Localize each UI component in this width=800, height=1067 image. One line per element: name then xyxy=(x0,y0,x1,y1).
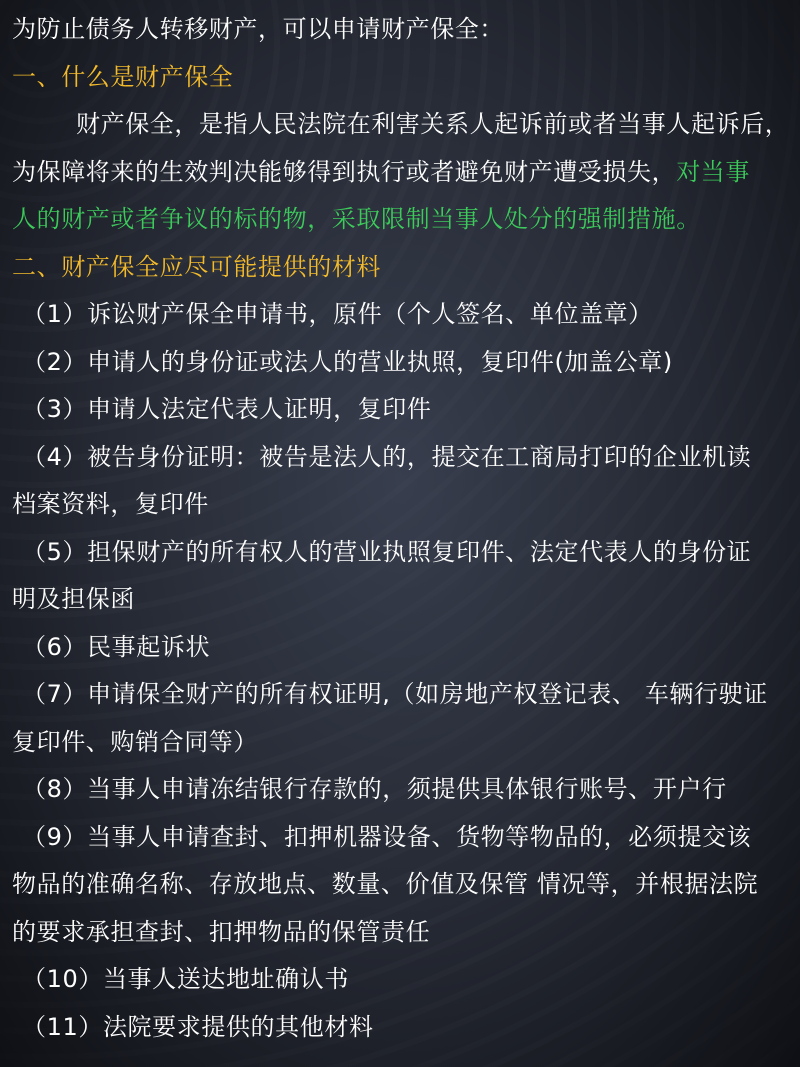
section-1-para-line-1: 财产保全，是指人民法院在利害关系人起诉前或者当事人起诉后， xyxy=(76,110,790,138)
list-item-1: （1）诉讼财产保全申请书，原件（个人签名、单位盖章） xyxy=(22,300,653,328)
list-item-5-continued: 明及担保函 xyxy=(12,585,135,613)
list-item-2: （2）申请人的身份证或法人的营业执照，复印件(加盖公章) xyxy=(22,347,673,376)
list-item-7: （7）申请保全财产的所有权证明,（如房地产权登记表、 车辆行驶证 xyxy=(22,680,768,708)
para-highlight-text: 对当事 xyxy=(676,157,751,186)
section-1-para-line-3: 人的财产或者争议的标的物，采取限制当事人处分的强制措施。 xyxy=(12,205,701,233)
section-1-heading: 一、什么是财产保全 xyxy=(12,62,234,91)
list-item-7-continued: 复印件、购销合同等） xyxy=(12,727,258,756)
list-item-8: （8）当事人申请冻结银行存款的，须提供具体银行账号、开户行 xyxy=(22,775,727,803)
intro-text: 为防止债务人转移财产，可以申请财产保全： xyxy=(12,15,504,43)
list-item-9-continued-1: 物品的准确名称、存放地点、数量、价值及保管 情况等，并根据法院 xyxy=(12,870,759,898)
para-plain-text: 为保障将来的生效判决能够得到执行或者避免财产遭受损失， xyxy=(12,157,677,186)
list-item-9: （9）当事人申请查封、扣押机器设备、货物等物品的，必须提交该 xyxy=(22,822,752,851)
document-body xyxy=(12,6,792,1051)
list-item-3: （3）申请人法定代表人证明，复印件 xyxy=(22,395,432,423)
list-item-5: （5）担保财产的所有权人的营业执照复印件、法定代表人的身份证 xyxy=(22,537,752,566)
list-item-4-continued: 档案资料，复印件 xyxy=(12,490,209,518)
list-item-4: （4）被告身份证明：被告是法人的，提交在工商局打印的企业机读 xyxy=(22,442,752,471)
list-item-10: （10）当事人送达地址确认书 xyxy=(22,965,349,993)
list-item-6: （6）民事起诉状 xyxy=(22,632,211,661)
list-item-11: （11）法院要求提供的其他材料 xyxy=(22,1012,374,1041)
section-2-heading: 二、财产保全应尽可能提供的材料 xyxy=(12,252,381,281)
list-item-9-continued-2: 的要求承担查封、扣押物品的保管责任 xyxy=(12,917,431,946)
section-1-para-line-2 xyxy=(12,149,792,197)
